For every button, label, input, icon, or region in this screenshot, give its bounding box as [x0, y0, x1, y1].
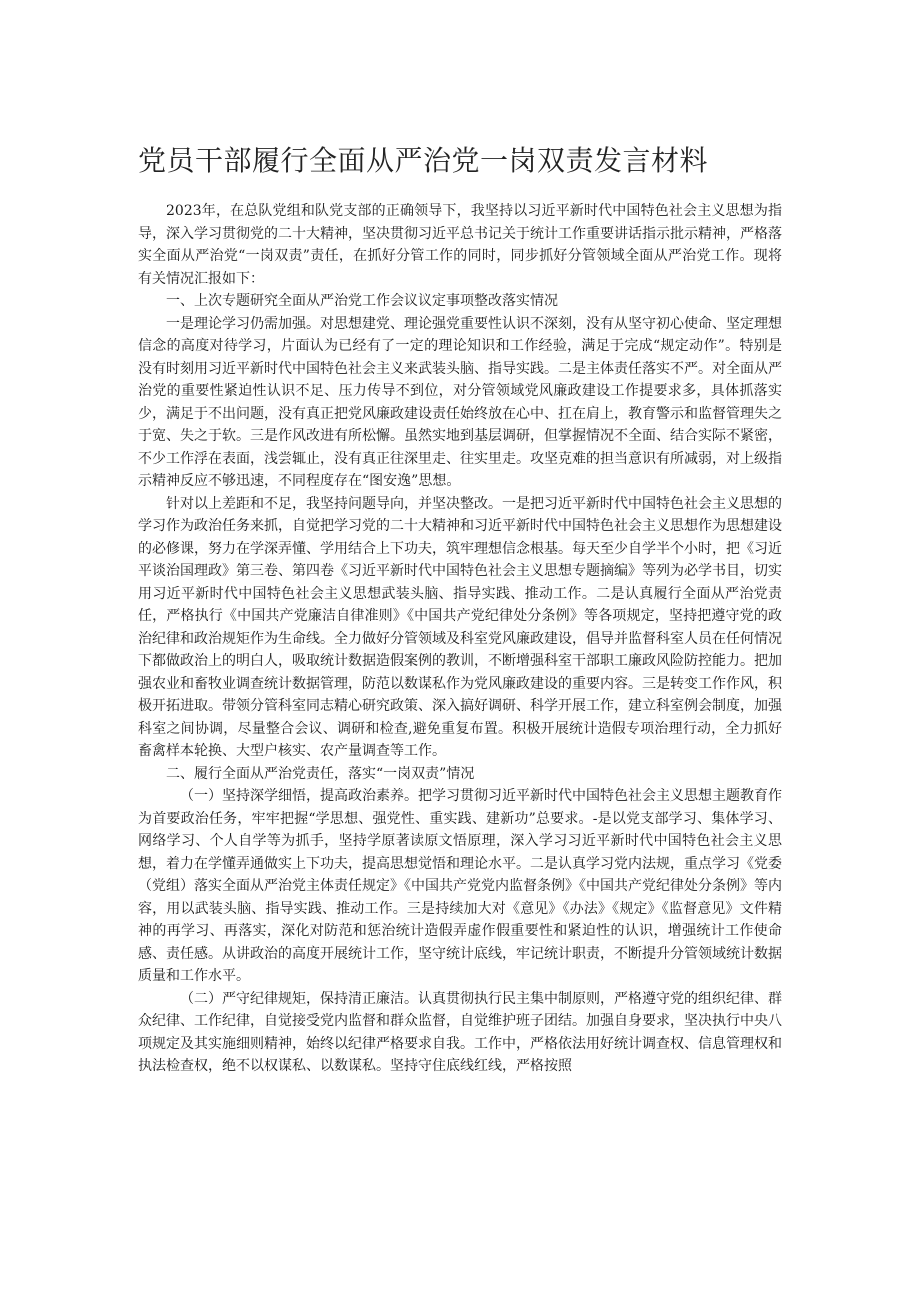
body-paragraph: 一是理论学习仍需加强。对思想建党、理论强党重要性认识不深刻，没有从坚守初心使命、坚定理想信念的高度对待学习，片面认为已经有了一定的理论知识和工作经验，满足于完成“规定动作”。特别是没有时刻用习近平新时代中国特色社会主义来武装头脑、指导实践。二是主体责任落实不严。对全面从严治党的重要性紧迫性认识不足、压力传导不到位，对分管领域党风廉政建设工作提要求多，具体抓落实少，满足于不出问题，没有真正把党风廉政建设责任始终放在心中、扛在肩上，教育警示和监督管理失之于宽、失之于软。三是作风改进有所松懈。虽然实地到基层调研，但掌握情况不全面、结合实际不紧密，不少工作浮在表面，浅尝辄止，没有真正往深里走、往实里走。攻坚克难的担当意识有所减弱，对上级指示精神反应不够迅速，不同程度存在“图安逸”思想。 [138, 315, 782, 489]
section-heading-1: 一、上次专题研究全面从严治党工作会议议定事项整改落实情况 [166, 293, 558, 309]
section-heading-2: 二、履行全面从严治党责任，落实“一岗双责”情况 [166, 765, 475, 782]
document-body [138, 200, 782, 1078]
intro-paragraph: 2023年，在总队党组和队党支部的正确领导下，我坚持以习近平新时代中国特色社会主义思想为指导，深入学习贯彻党的二十大精神，坚决贯彻习近平总书记关于统计工作重要讲话指示批示精神，严格落实全面从严治党“一岗双责”责任，在抓好分管工作的同时，同步抓好分管领域全面从严治党工作。现将有关情况汇报如下： [138, 203, 782, 287]
subsection-paragraph-1: （一）坚持深学细悟，提高政治素养。把学习贯彻习近平新时代中国特色社会主义思想主题教育作为首要政治任务，牢牢把握“学思想、强党性、重实践、建新功”总要求。-是以党支部学习、集体学习、网络学习、个人自学等为抓手，坚持学原著读原文悟原理，深入学习习近平新时代中国特色社会主义思想，着力在学懂弄通做实上下功夫，提高思想觉悟和理论水平。二是认真学习党内法规，重点学习《党委（党组）落实全面从严治党主体责任规定》《中国共产党党内监督条例》《中国共产党纪律处分条例》等内容，用以武装头脑、指导实践、推动工作。三是持续加大对《意见》《办法》《规定》《监督意见》文件精神的再学习、再落实，深化对防范和惩治统计造假弄虚作假重要性和紧迫性的认识，增强统计工作使命感、责任感。从讲政治的高度开展统计工作，坚守统计底线，牢记统计职责，不断提升分管领域统计数据质量和工作水平。 [138, 788, 782, 984]
subsection-paragraph-2: （二）严守纪律规矩，保持清正廉洁。认真贯彻执行民主集中制原则，严格遵守党的组织纪律、群众纪律、工作纪律，自觉接受党内监督和群众监督，自觉维护班子团结。加强自身要求，坚决执行中央八项规定及其实施细则精神，始终以纪律严格要求自我。工作中，严格依法用好统计调查权、信息管理权和执法检查权，绝不以权谋私、以数谋私。坚持守住底线红线，严格按照 [138, 990, 782, 1074]
document-title: 党员干部履行全面从严治党一岗双责发言材料 [138, 144, 709, 177]
body-paragraph: 针对以上差距和不足，我坚持问题导向，并坚决整改。一是把习近平新时代中国特色社会主义思想的学习作为政治任务来抓，自觉把学习党的二十大精神和习近平新时代中国特色社会主义思想作为思想建设的必修课，努力在学深弄懂、学用结合上下功夫，筑牢理想信念根基。每天至少自学半个小时，把《习近平谈治国理政》第三卷、第四卷《习近平新时代中国特色社会主义思想专题摘编》等列为必学书目，切实用习近平新时代中国特色社会主义思想武装头脑、指导实践、推动工作。二是认真履行全面从严治党责任，严格执行《中国共产党廉洁自律准则》《中国共产党纪律处分条例》等各项规定，坚持把遵守党的政治纪律和政治规矩作为生命线。全力做好分管领域及科室党风廉政建设，倡导并监督科室人员在任何情况下都做政治上的明白人，吸取统计数据造假案例的教训，不断增强科室干部职工廉政风险防控能力。把加强农业和畜牧业调查统计数据管理，防范以数谋私作为党风廉政建设的重要内容。三是转变工作作风，积极开拓进取。带领分管科室同志精心研究政策、深入搞好调研、科学开展工作，建立科室例会制度，加强科室之间协调，尽量整合会议、调研和检查,避免重复布置。积极开展统计造假专项治理行动，全力抓好畜禽样本轮换、大型户核实、农产量调查等工作。 [138, 495, 782, 759]
